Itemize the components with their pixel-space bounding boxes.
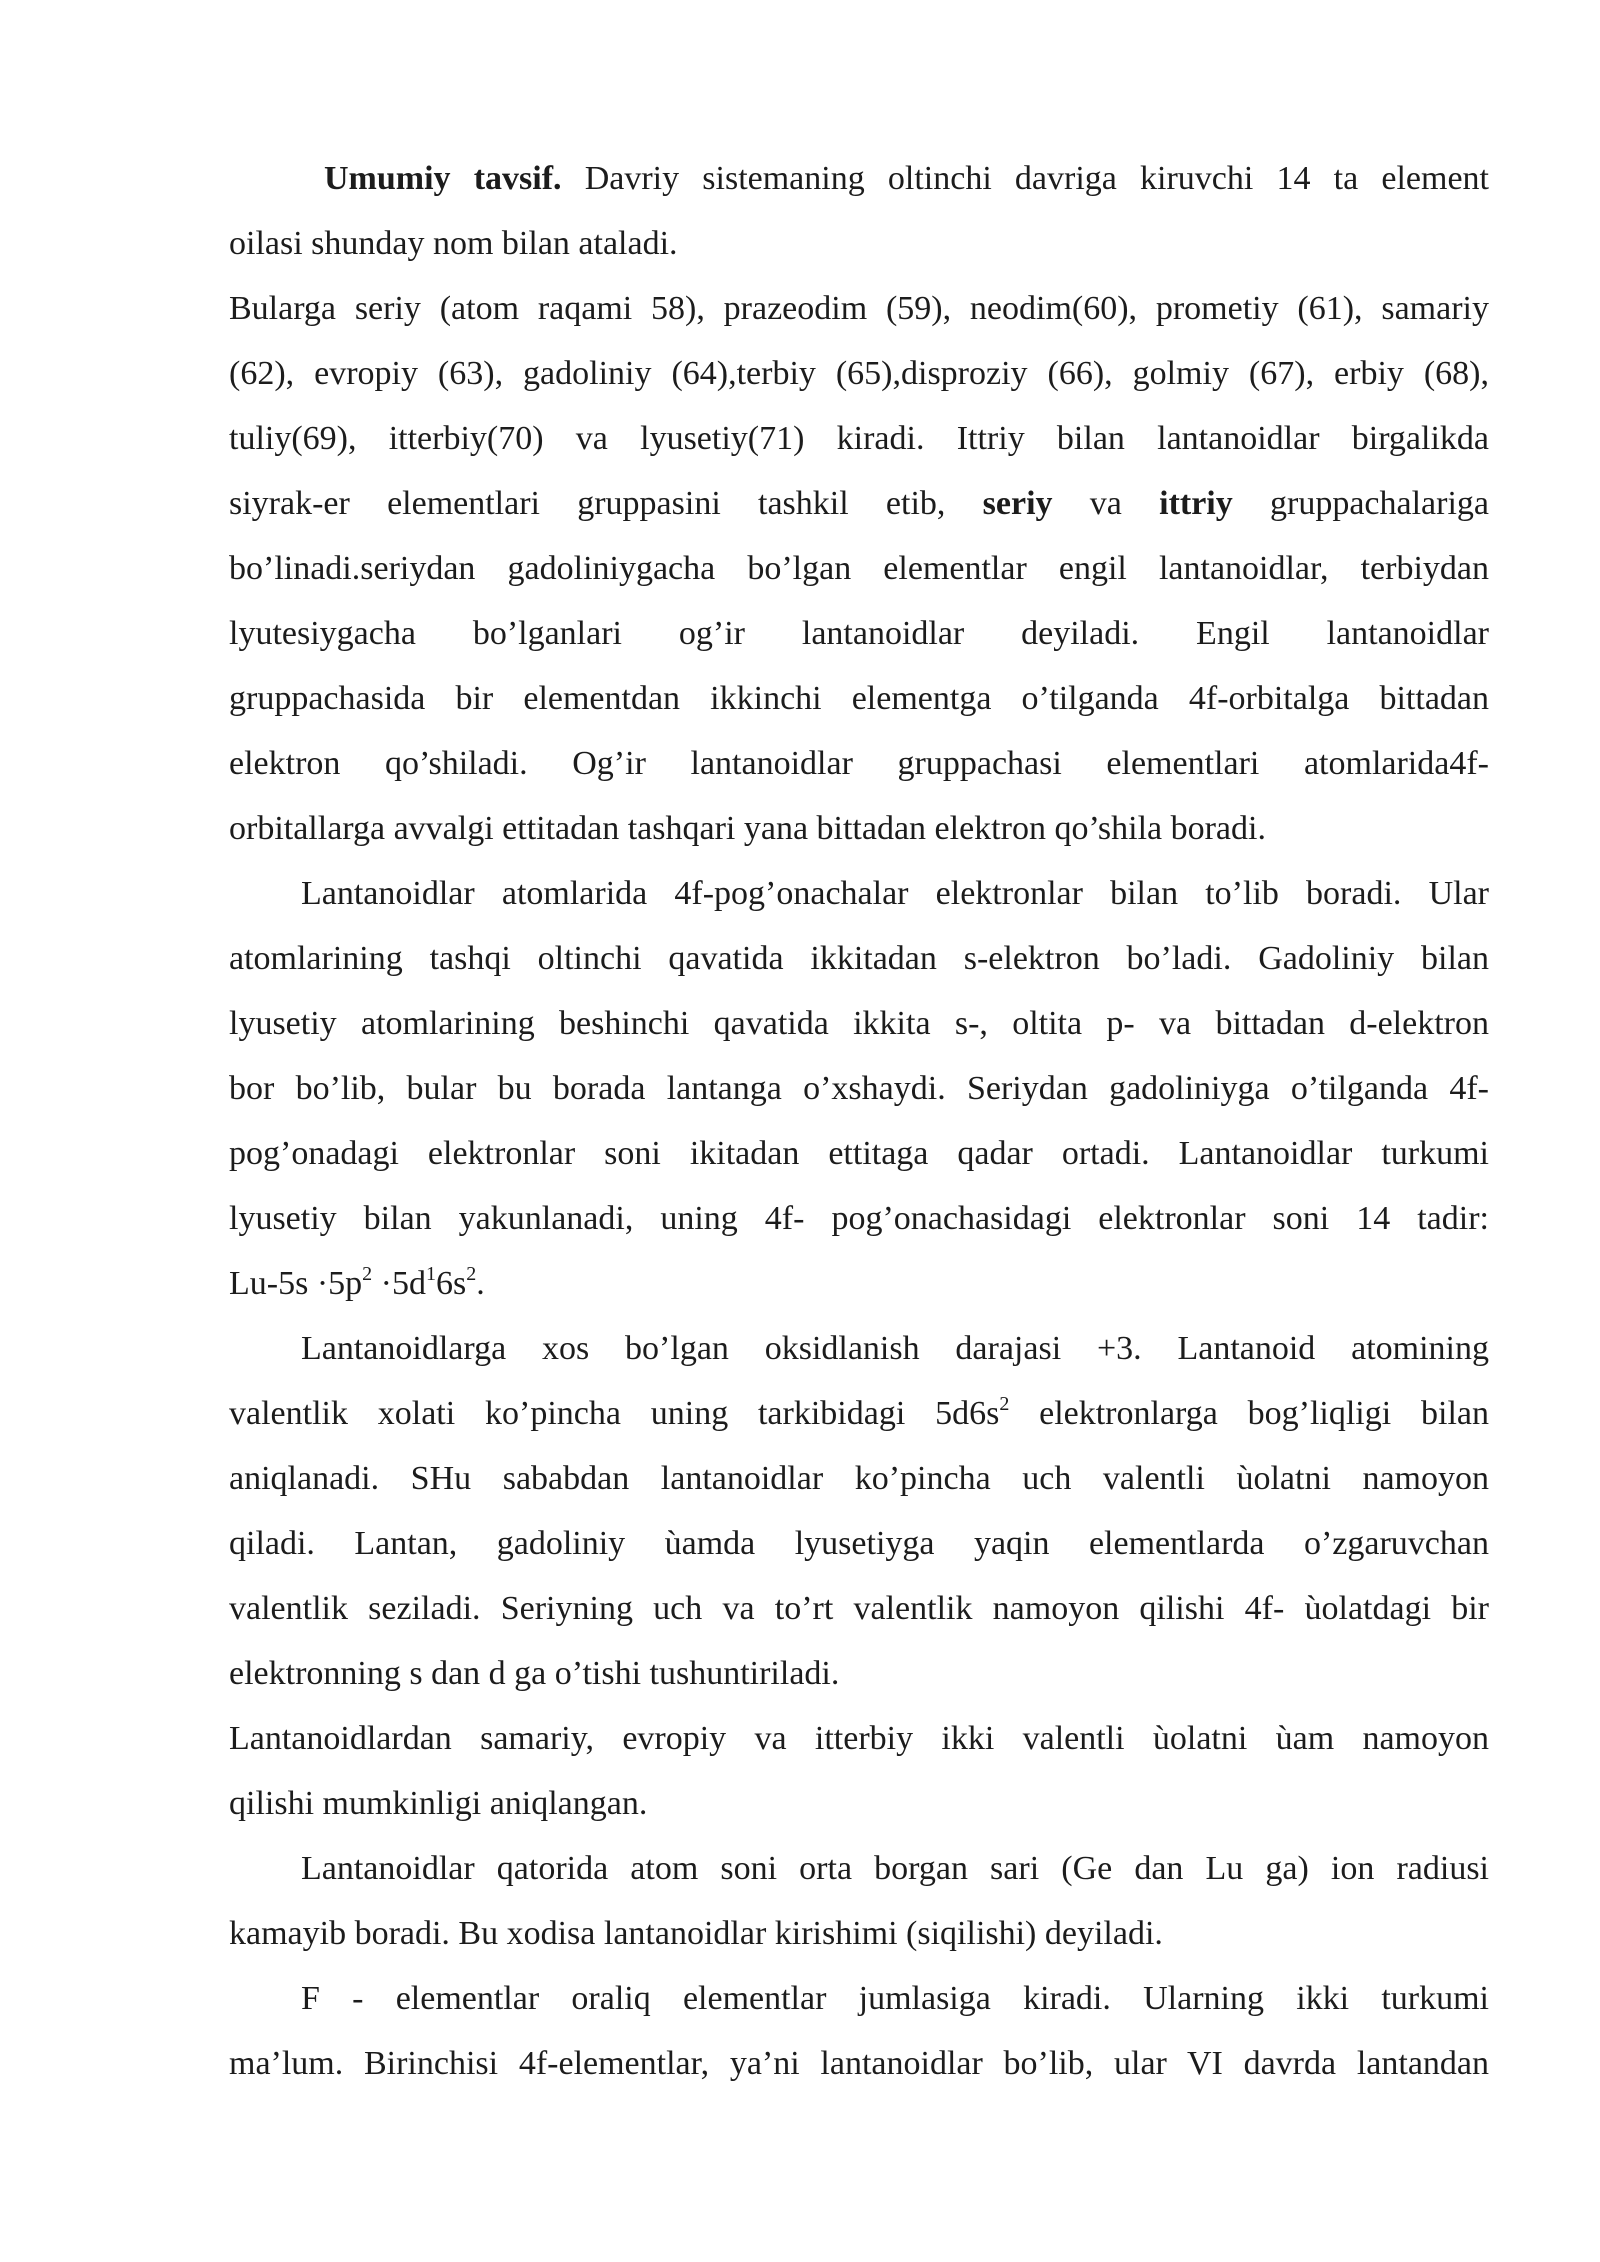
text-line: elektronning s dan d ga o’tishi tushuntiriladi. (229, 1655, 840, 1692)
text-line: valentlik xolati ko’pincha uning tarkibidagi $5d6s^2$ elektronlarga bog’liqligi bilan (229, 1392, 1489, 1432)
text-line: Bularga seriy (atom raqami 58), prazeodim (59), neodim(60), prometiy (61), samariy (229, 290, 1489, 327)
document-page (229, 146, 1489, 2096)
text-line: qilishi mumkinligi aniqlangan. (229, 1785, 648, 1822)
text-line: orbitallarga avvalgi ettitadan tashqari yana bittadan elektron qo’shila boradi. (229, 810, 1266, 847)
text-line: pog’onadagi elektronlar soni ikitadan ettitaga qadar ortadi. Lantanoidlar turkumi (229, 1135, 1489, 1172)
text-line: aniqlanadi. SHu sababdan lantanoidlar ko’pincha uch valentli ùolatni namoyon (229, 1460, 1489, 1497)
text-line: ma’lum. Birinchisi 4f-elementlar, ya’ni lantanoidlar bo’lib, ular VI davrda lantandan (229, 2045, 1489, 2082)
paragraph-oxidation-state (229, 1316, 1489, 1706)
text-line: atomlarining tashqi oltinchi qavatida ikkitadan s-elektron bo’ladi. Gadoliniy bilan (229, 940, 1489, 977)
text-line: Lantanoidlar atomlarida 4f-pog’onachalar elektronlar bilan to’lib boradi. Ular (301, 875, 1489, 912)
text-line: kamayib boradi. Bu xodisa lantanoidlar kirishimi (siqilishi) deyiladi. (229, 1915, 1163, 1952)
text-line: Lantanoidlar qatorida atom soni orta borgan sari (Ge dan Lu ga) ion radiusi (301, 1850, 1489, 1887)
text-line: (62), evropiy (63), gadoliniy (64),terbiy (65),disproziy (66), golmiy (67), erbiy (68), (229, 355, 1489, 392)
text-line: bo’linadi.seriydan gadoliniygacha bo’lgan elementlar engil lantanoidlar, terbiydan (229, 550, 1489, 587)
paragraph-lanthanide-contraction (229, 1836, 1489, 1966)
text-line: elektron qo’shiladi. Og’ir lantanoidlar gruppachasi elementlari atomlarida4f- (229, 745, 1489, 782)
paragraph-general-description (229, 146, 1489, 276)
text-line: Lantanoidlarga xos bo’lgan oksidlanish darajasi +3. Lantanoid atomining (301, 1330, 1489, 1367)
text-line: lyusetiy atomlarining beshinchi qavatida ikkita s-, oltita p- va bittadan d-elektron (229, 1005, 1489, 1042)
text-line: Lantanoidlardan samariy, evropiy va itterbiy ikki valentli ùolatni ùam namoyon (229, 1720, 1489, 1757)
text-line: lyutesiygacha bo’lganlari og’ir lantanoidlar deyiladi. Engil lantanoidlar (229, 615, 1489, 652)
electron-configuration-formula: $Lu-5s \cdot 5p^2 \cdot 5d^16s^2$. (229, 1262, 485, 1302)
text-line: qiladi. Lantan, gadoliniy ùamda lyusetiyga yaqin elementlarda o’zgaruvchan (229, 1525, 1489, 1562)
text-line: valentlik seziladi. Seriyning uch va to’rt valentlik namoyon qilishi 4f- ùolatdagi bir (229, 1590, 1489, 1627)
bold-term-seriy: seriy (982, 485, 1053, 522)
paragraph-f-elements (229, 1966, 1489, 2096)
section-heading: Umumiy tavsif. (324, 160, 562, 197)
text-line: Umumiy tavsif. Davriy sistemaning oltinchi davriga kiruvchi 14 ta element (324, 160, 1489, 197)
text-line: tuliy(69), itterbiy(70) va lyusetiy(71) kiradi. Ittriy bilan lantanoidlar birgalikda (229, 420, 1489, 457)
text-line: bor bo’lib, bular bu borada lantanga o’xshaydi. Seriydan gadoliniyga o’tilganda 4f- (229, 1070, 1489, 1107)
text-line: lyusetiy bilan yakunlanadi, uning 4f- pog’onachasidagi elektronlar soni 14 tadir: (229, 1200, 1489, 1237)
text-line: gruppachasida bir elementdan ikkinchi elementga o’tilganda 4f-orbitalga bittadan (229, 680, 1489, 717)
paragraph-divalent-state (229, 1706, 1489, 1836)
text-line: oilasi shunday nom bilan ataladi. (229, 225, 678, 262)
paragraph-4f-sublevel (229, 861, 1489, 1316)
text-line: siyrak-er elementlari gruppasini tashkil etib, seriy va ittriy gruppachalariga (229, 485, 1490, 522)
paragraph-element-list (229, 276, 1489, 861)
bold-term-ittriy: ittriy (1159, 485, 1233, 522)
text-line: F - elementlar oraliq elementlar jumlasiga kiradi. Ularning ikki turkumi (301, 1980, 1489, 2017)
